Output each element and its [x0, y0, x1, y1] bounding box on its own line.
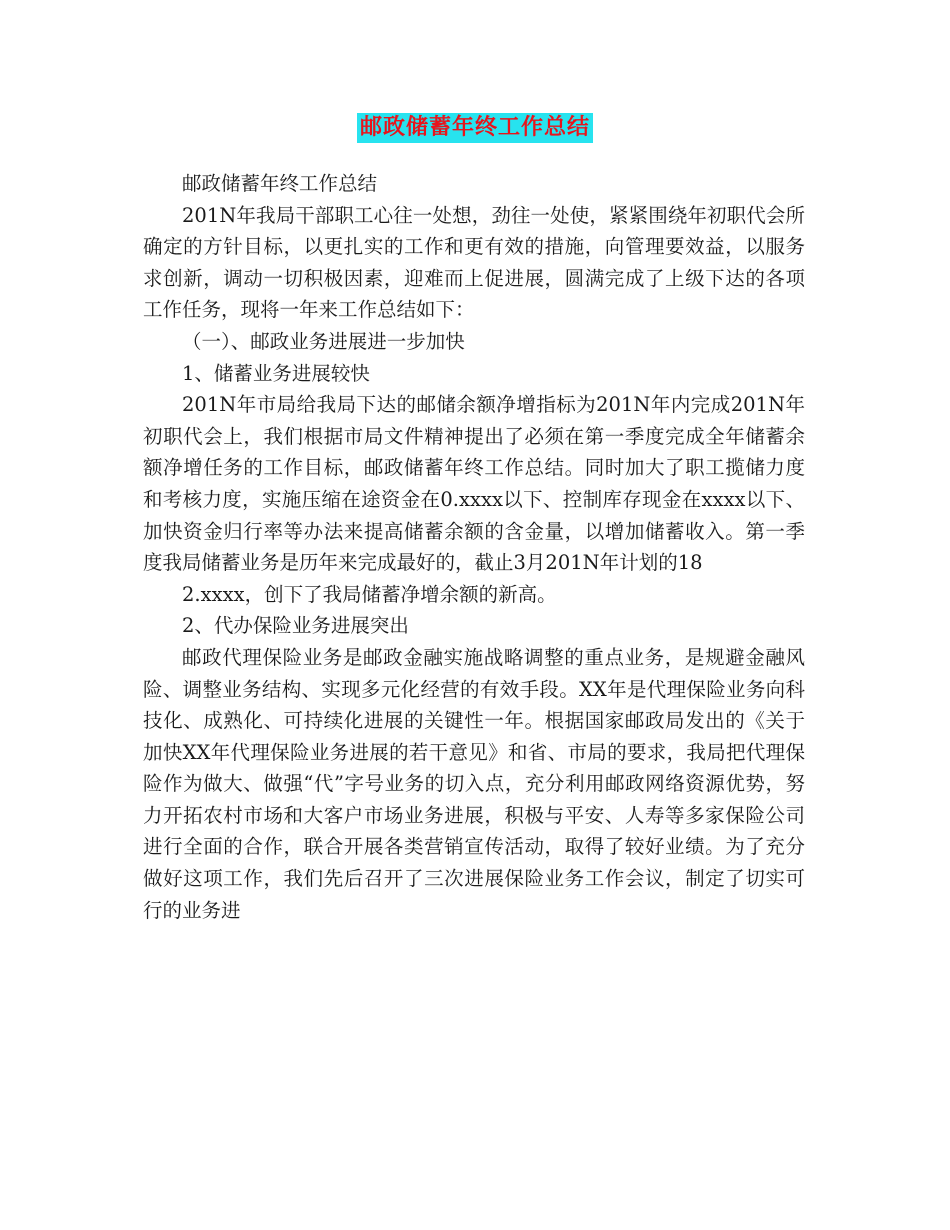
subsection-heading-insurance: 2、代办保险业务进展突出	[182, 614, 409, 638]
paragraph-subtitle: 邮政储蓄年终工作总结	[182, 172, 378, 195]
paragraph-intro: 201N年我局干部职工心往一处想，劲往一处使，紧紧围绕年初职代会所确定的方针目标，以更扎实的工作和更有效的措施，向管理要效益，以服务求创新，调动一切积极因素，迎难而上促进展，圆满完成了上级下达的各项工作任务，现将一年来工作总结如下：	[143, 203, 805, 322]
paragraph-savings-result: 2.xxxx，创下了我局储蓄净增余额的新高。	[182, 582, 557, 606]
title-wrapper	[0, 113, 950, 143]
paragraph-insurance: 邮政代理保险业务是邮政金融实施战略调整的重点业务，是规避金融风险、调整业务结构、实现多元化经营的有效手段。XX年是代理保险业务向科技化、成熟化、可持续化进展的关键性一年。根据国家邮政局发出的《关于加快XX年代理保险业务进展的若干意见》和省、市局的要求，我局把代理保险作为做大、做强“代”字号业务的切入点，充分利用邮政网络资源优势，努力开拓农村市场和大客户市场业务进展，积极与平安、人寿等多家保险公司进行全面的合作，联合开展各类营销宣传活动，取得了较好业绩。为了充分做好这项工作，我们先后召开了三次进展保险业务工作会议，制定了切实可行的业务进	[143, 645, 805, 922]
document-title: 邮政储蓄年终工作总结	[357, 113, 593, 143]
subsection-heading-savings: 1、储蓄业务进展较快	[182, 361, 370, 385]
paragraph-savings: 201N年市局给我局下达的邮储余额净增指标为201N年内完成201N年初职代会上，我们根据市局文件精神提出了必须在第一季度完成全年储蓄余额净增任务的工作目标，邮政储蓄年终工作总结。同时加大了职工揽储力度和考核力度，实施压缩在途资金在0.xxxx以下、控制库存现金在xxxx以下、加快资金归行率等办法来提高储蓄余额的含金量，以增加储蓄收入。第一季度我局储蓄业务是历年来完成最好的，截止3月201N年计划的18	[143, 393, 805, 575]
section-heading-1: （一）、邮政业务进展进一步加快	[182, 329, 465, 353]
document-body	[143, 168, 805, 926]
